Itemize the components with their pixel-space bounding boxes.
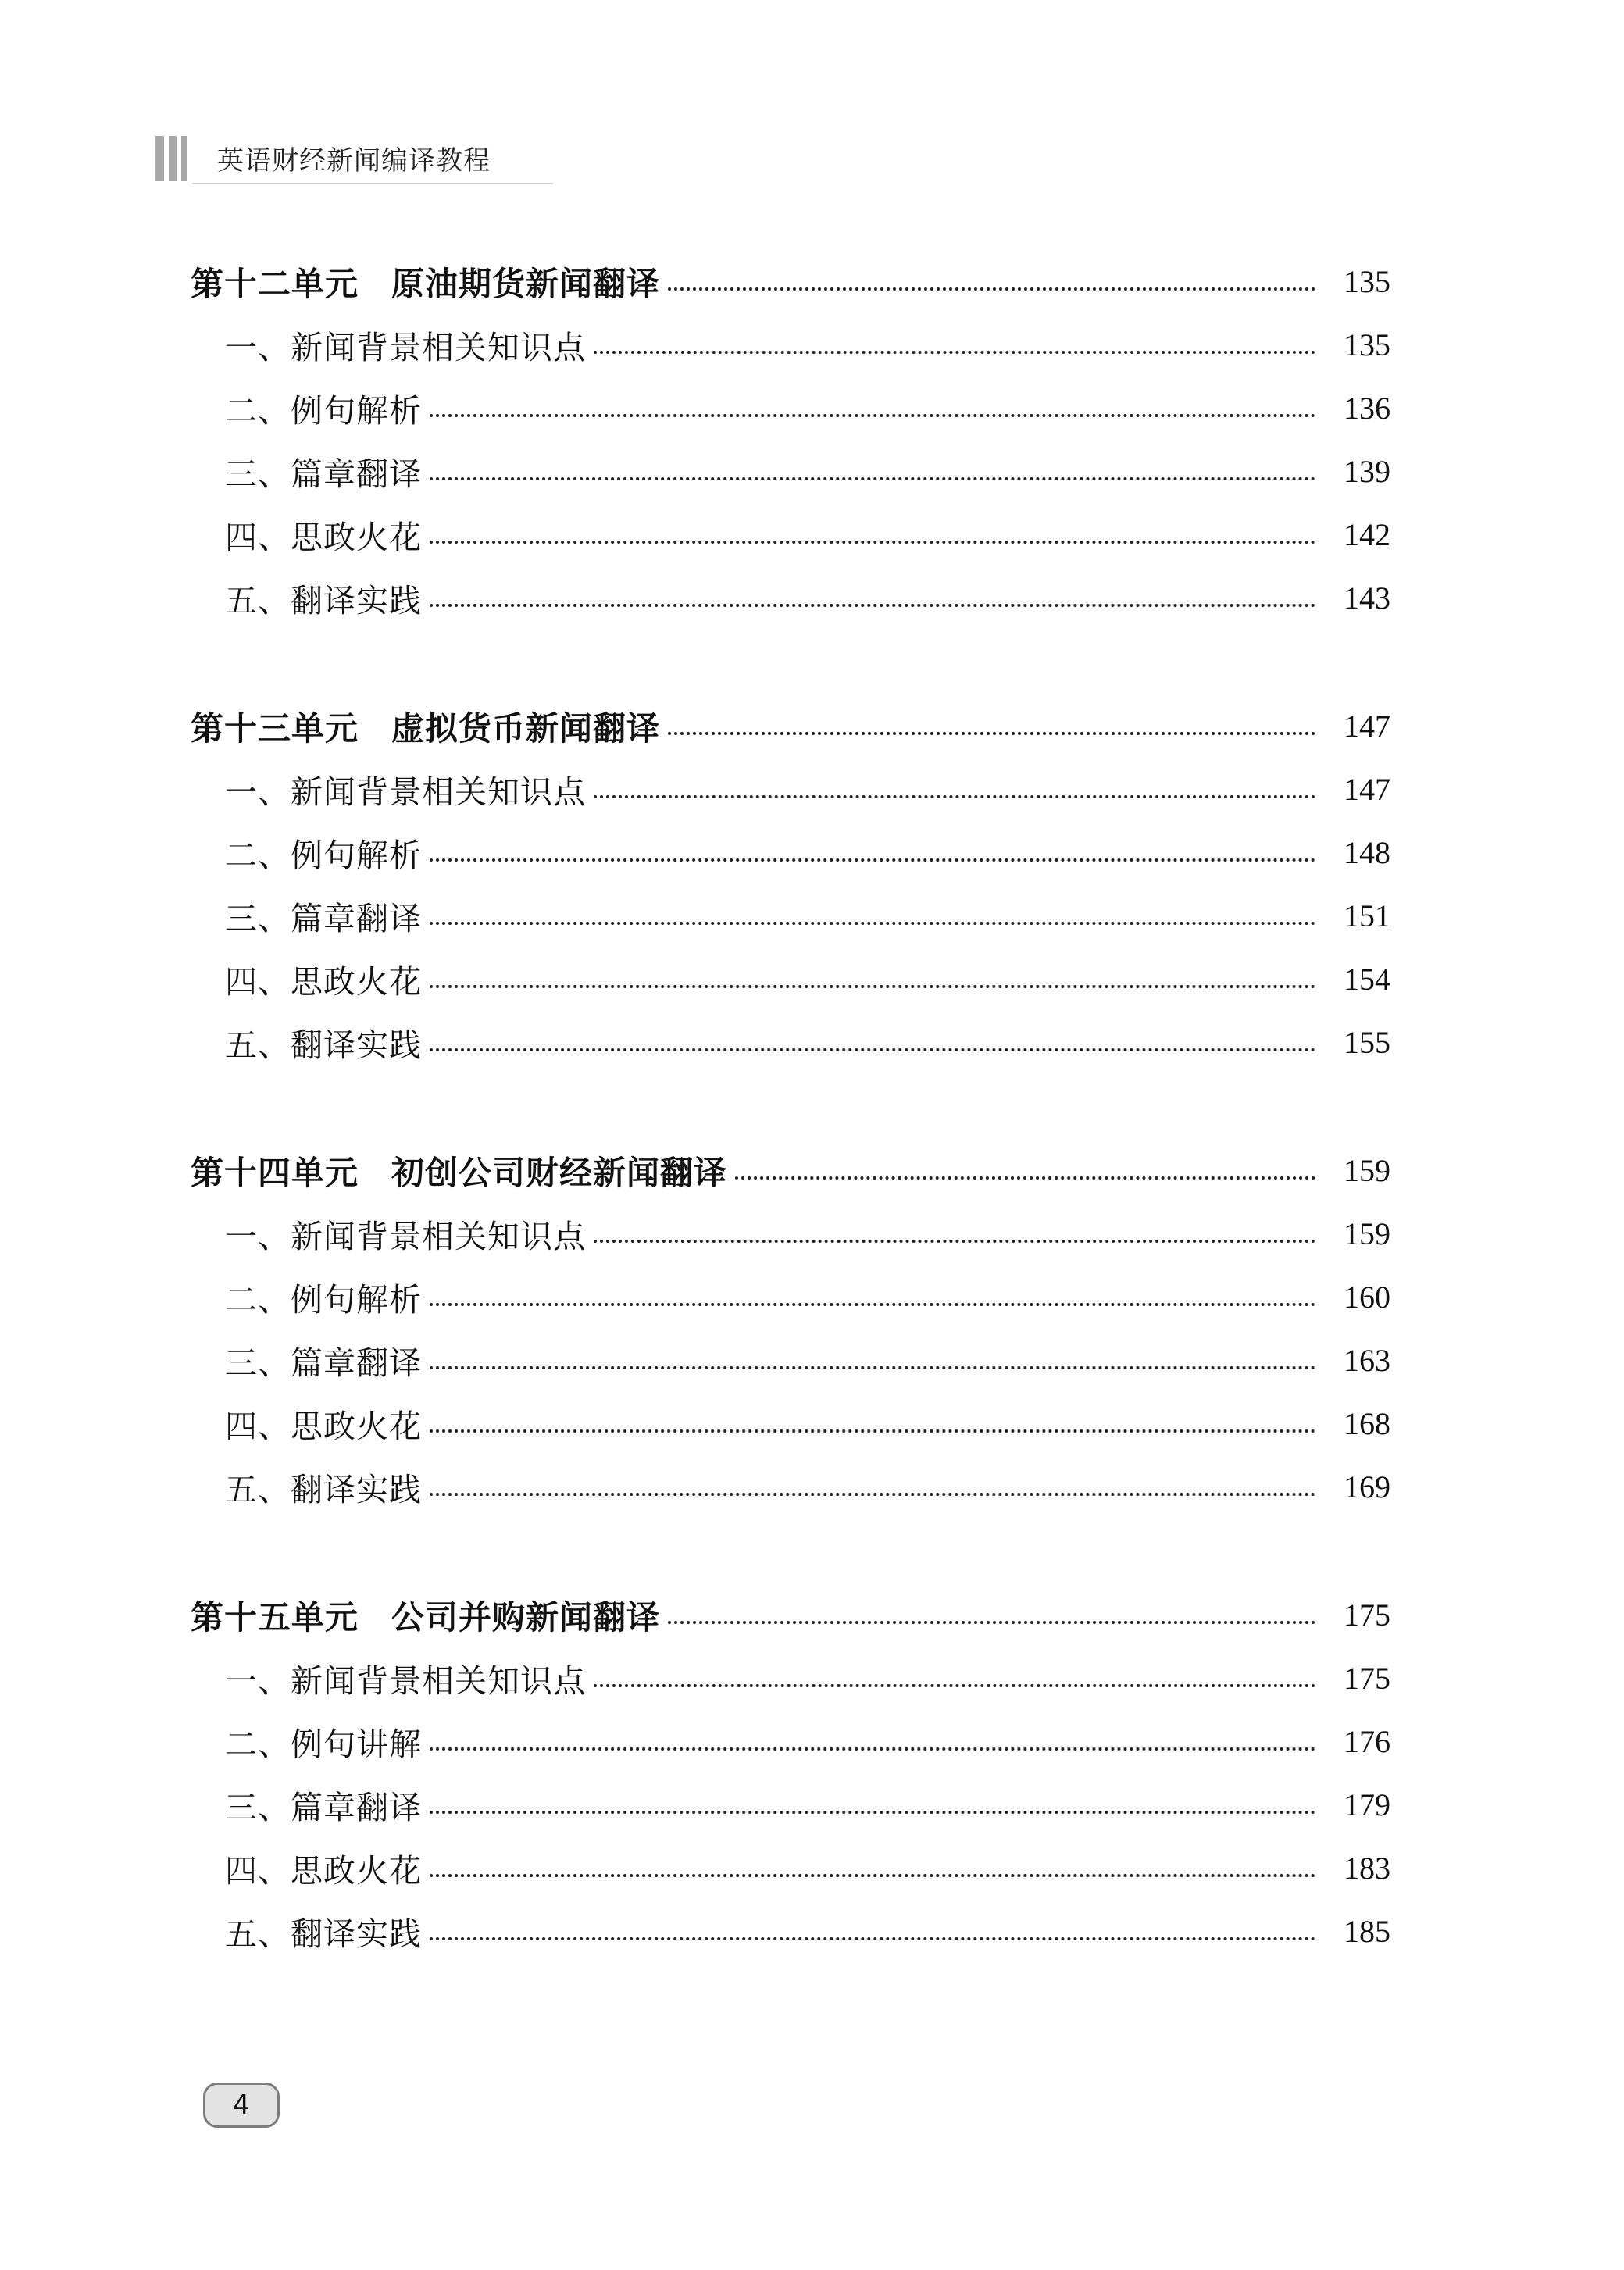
section-page-number: 183: [1344, 1851, 1390, 1886]
section-row[interactable]: [191, 884, 1390, 948]
dot-leader: [430, 1425, 1315, 1433]
section-page-number: 169: [1344, 1469, 1390, 1504]
section-title: 一、新闻背景相关知识点: [225, 329, 586, 366]
section-row[interactable]: [191, 440, 1390, 503]
table-of-contents: [191, 250, 1390, 2028]
section-row[interactable]: [191, 758, 1390, 821]
section-page-number: 147: [1344, 772, 1390, 807]
unit-label: 第十五单元: [191, 1597, 359, 1636]
dot-leader: [430, 1362, 1315, 1369]
dot-leader: [430, 917, 1315, 925]
section-title: 三、篇章翻译: [225, 900, 422, 937]
toc-unit-13: [191, 694, 1390, 1074]
unit-heading-row[interactable]: [191, 694, 1390, 758]
unit-page-number: 159: [1344, 1153, 1390, 1188]
section-page-number: 160: [1344, 1280, 1390, 1315]
section-row[interactable]: [191, 1455, 1390, 1519]
section-page-number: 136: [1344, 391, 1390, 426]
section-row[interactable]: [191, 503, 1390, 566]
section-page-number: 168: [1344, 1406, 1390, 1441]
unit-page-number: 147: [1344, 708, 1390, 744]
section-page-number: 159: [1344, 1216, 1390, 1251]
section-title: 一、新闻背景相关知识点: [225, 773, 586, 811]
unit-heading-row[interactable]: [191, 250, 1390, 313]
section-title: 二、例句解析: [225, 392, 422, 430]
unit-name: 初创公司财经新闻翻译: [391, 1153, 728, 1192]
section-row[interactable]: [191, 1011, 1390, 1074]
section-row[interactable]: [191, 566, 1390, 630]
section-title: 五、翻译实践: [225, 582, 422, 619]
section-title: 二、例句解析: [225, 837, 422, 874]
section-title: 五、翻译实践: [225, 1026, 422, 1064]
page-number-badge: 4: [203, 2083, 280, 2128]
section-row[interactable]: [191, 1773, 1390, 1836]
section-page-number: 163: [1344, 1343, 1390, 1378]
section-title: 二、例句讲解: [225, 1726, 422, 1763]
section-row[interactable]: [191, 821, 1390, 884]
section-title: 四、思政火花: [225, 1852, 422, 1890]
dot-leader: [668, 1616, 1315, 1624]
dot-leader: [430, 599, 1315, 607]
section-title: 四、思政火花: [225, 963, 422, 1001]
section-page-number: 135: [1344, 327, 1390, 362]
section-row[interactable]: [191, 377, 1390, 440]
section-row[interactable]: [191, 1265, 1390, 1329]
unit-title: [191, 703, 660, 750]
unit-title: [191, 259, 660, 305]
section-page-number: 151: [1344, 898, 1390, 933]
section-row[interactable]: [191, 948, 1390, 1011]
unit-page-number: 175: [1344, 1597, 1390, 1633]
unit-heading-row[interactable]: [191, 1583, 1390, 1647]
section-title: 三、篇章翻译: [225, 1344, 422, 1382]
dot-leader: [430, 1869, 1315, 1877]
section-title: 三、篇章翻译: [225, 455, 422, 493]
section-row[interactable]: [191, 1392, 1390, 1455]
toc-unit-14: [191, 1139, 1390, 1519]
toc-unit-15: [191, 1583, 1390, 1963]
section-title: 三、篇章翻译: [225, 1789, 422, 1826]
unit-label: 第十三单元: [191, 708, 359, 748]
dot-leader: [430, 473, 1315, 480]
dot-leader: [430, 1743, 1315, 1751]
dot-leader: [594, 791, 1315, 798]
section-title: 二、例句解析: [225, 1281, 422, 1319]
section-title: 四、思政火花: [225, 519, 422, 556]
dot-leader: [430, 980, 1315, 988]
section-page-number: 143: [1344, 580, 1390, 616]
section-page-number: 185: [1344, 1914, 1390, 1949]
dot-leader: [430, 1488, 1315, 1496]
dot-leader: [668, 283, 1315, 291]
section-title: 一、新闻背景相关知识点: [225, 1218, 586, 1255]
dot-leader: [430, 1044, 1315, 1051]
section-title: 五、翻译实践: [225, 1915, 422, 1953]
dot-leader: [430, 1298, 1315, 1306]
dot-leader: [594, 346, 1315, 354]
unit-name: 虚拟货币新闻翻译: [391, 708, 661, 748]
dot-leader: [430, 1806, 1315, 1814]
dot-leader: [430, 1933, 1315, 1940]
section-page-number: 142: [1344, 517, 1390, 552]
dot-leader: [735, 1172, 1315, 1180]
dot-leader: [430, 536, 1315, 544]
header-bars-decoration: [155, 136, 194, 181]
unit-title: [191, 1147, 727, 1194]
section-row[interactable]: [191, 313, 1390, 377]
book-title: 英语财经新闻编译教程: [217, 145, 491, 177]
section-page-number: 179: [1344, 1787, 1390, 1822]
section-title: 四、思政火花: [225, 1408, 422, 1445]
section-row[interactable]: [191, 1710, 1390, 1773]
dot-leader: [430, 854, 1315, 862]
section-row[interactable]: [191, 1836, 1390, 1900]
section-page-number: 139: [1344, 454, 1390, 489]
dot-leader: [594, 1679, 1315, 1687]
unit-title: [191, 1592, 660, 1639]
toc-unit-12: [191, 250, 1390, 630]
dot-leader: [594, 1235, 1315, 1243]
section-row[interactable]: [191, 1900, 1390, 1963]
dot-leader: [668, 727, 1315, 735]
section-page-number: 154: [1344, 962, 1390, 997]
section-row[interactable]: [191, 1202, 1390, 1265]
section-page-number: 176: [1344, 1724, 1390, 1759]
section-page-number: 155: [1344, 1025, 1390, 1060]
header-rule: [192, 183, 553, 184]
section-title: 五、翻译实践: [225, 1471, 422, 1508]
unit-page-number: 135: [1344, 264, 1390, 299]
unit-name: 原油期货新闻翻译: [391, 264, 661, 303]
section-row[interactable]: [191, 1329, 1390, 1392]
section-page-number: 175: [1344, 1661, 1390, 1696]
unit-label: 第十四单元: [191, 1153, 359, 1192]
section-row[interactable]: [191, 1647, 1390, 1710]
unit-name: 公司并购新闻翻译: [391, 1597, 661, 1636]
running-header: [155, 134, 553, 184]
dot-leader: [430, 409, 1315, 417]
unit-label: 第十二单元: [191, 264, 359, 303]
section-page-number: 148: [1344, 835, 1390, 870]
unit-heading-row[interactable]: [191, 1139, 1390, 1202]
section-title: 一、新闻背景相关知识点: [225, 1662, 586, 1700]
